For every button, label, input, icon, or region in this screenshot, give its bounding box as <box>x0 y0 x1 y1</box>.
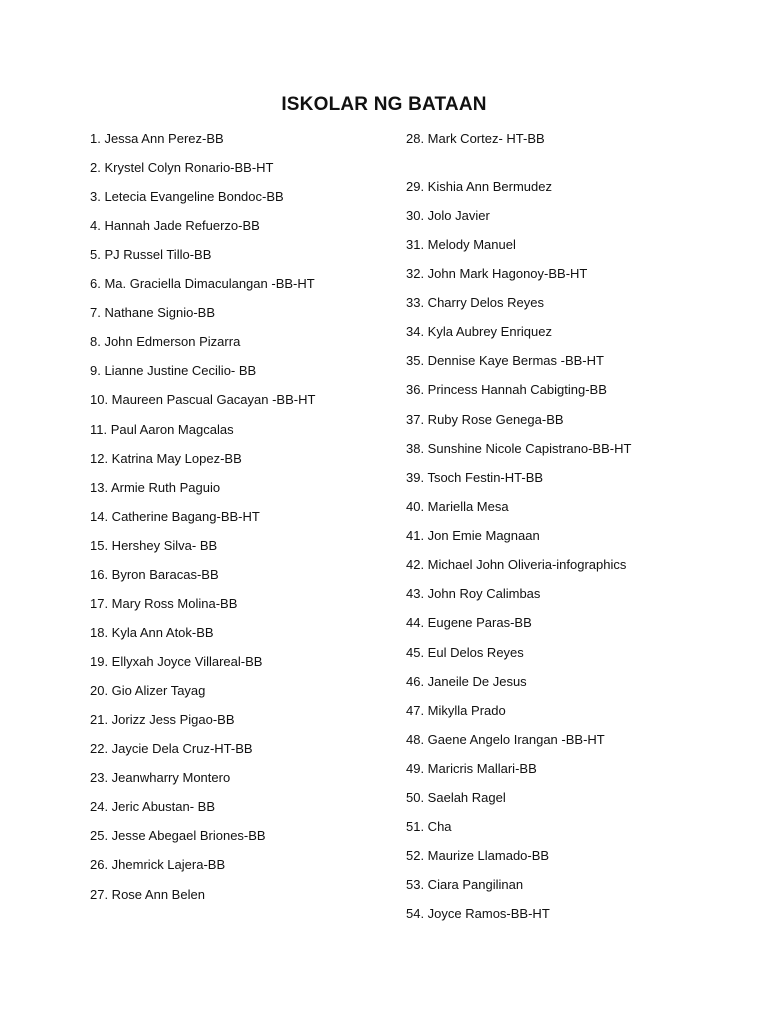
list-item: 9. Lianne Justine Cecilio- BB <box>90 363 257 378</box>
list-item: 45. Eul Delos Reyes <box>406 645 524 660</box>
list-item: 40. Mariella Mesa <box>406 499 509 514</box>
list-item: 11. Paul Aaron Magcalas <box>90 422 234 437</box>
list-item: 32. John Mark Hagonoy-BB-HT <box>406 266 588 281</box>
list-item: 3. Letecia Evangeline Bondoc-BB <box>90 189 284 204</box>
list-item: 52. Maurize Llamado-BB <box>406 848 550 863</box>
list-item: 1. Jessa Ann Perez-BB <box>90 131 224 146</box>
list-item: 16. Byron Baracas-BB <box>90 567 219 582</box>
list-item: 23. Jeanwharry Montero <box>90 770 231 785</box>
list-item: 17. Mary Ross Molina-BB <box>90 596 238 611</box>
list-item: 35. Dennise Kaye Bermas -BB-HT <box>406 353 604 368</box>
list-item: 24. Jeric Abustan- BB <box>90 799 216 814</box>
list-item: 6. Ma. Graciella Dimaculangan -BB-HT <box>90 276 315 291</box>
list-item: 12. Katrina May Lopez-BB <box>90 451 242 466</box>
list-item: 36. Princess Hannah Cabigting-BB <box>406 382 607 397</box>
list-item: 49. Maricris Mallari-BB <box>406 761 537 776</box>
list-item: 20. Gio Alizer Tayag <box>90 683 206 698</box>
list-item: 46. Janeile De Jesus <box>406 674 527 689</box>
list-item: 22. Jaycie Dela Cruz-HT-BB <box>90 741 253 756</box>
list-item: 42. Michael John Oliveria-infographics <box>406 557 627 572</box>
list-item: 53. Ciara Pangilinan <box>406 877 524 892</box>
list-item: 2. Krystel Colyn Ronario-BB-HT <box>90 160 274 175</box>
list-item: 19. Ellyxah Joyce Villareal-BB <box>90 654 263 669</box>
list-item: 51. Cha <box>406 819 452 834</box>
list-item: 26. Jhemrick Lajera-BB <box>90 857 226 872</box>
list-item: 39. Tsoch Festin-HT-BB <box>406 470 544 485</box>
list-item: 25. Jesse Abegael Briones-BB <box>90 828 266 843</box>
list-item: 5. PJ Russel Tillo-BB <box>90 247 212 262</box>
list-item: 15. Hershey Silva- BB <box>90 538 218 553</box>
list-item: 7. Nathane Signio-BB <box>90 305 216 320</box>
list-item: 31. Melody Manuel <box>406 237 516 252</box>
list-item: 29. Kishia Ann Bermudez <box>406 179 552 194</box>
list-item: 21. Jorizz Jess Pigao-BB <box>90 712 235 727</box>
list-item: 50. Saelah Ragel <box>406 790 506 805</box>
list-item: 41. Jon Emie Magnaan <box>406 528 540 543</box>
list-item: 38. Sunshine Nicole Capistrano-BB-HT <box>406 441 632 456</box>
list-item: 44. Eugene Paras-BB <box>406 615 532 630</box>
list-item: 27. Rose Ann Belen <box>90 887 205 902</box>
list-item: 14. Catherine Bagang-BB-HT <box>90 509 260 524</box>
list-item: 54. Joyce Ramos-BB-HT <box>406 906 550 921</box>
list-item: 4. Hannah Jade Refuerzo-BB <box>90 218 260 233</box>
list-item: 10. Maureen Pascual Gacayan -BB-HT <box>90 392 316 407</box>
list-item: 18. Kyla Ann Atok-BB <box>90 625 214 640</box>
list-item: 37. Ruby Rose Genega-BB <box>406 412 564 427</box>
list-item: 13. Armie Ruth Paguio <box>90 480 221 495</box>
list-item: 34. Kyla Aubrey Enriquez <box>406 324 552 339</box>
list-item: 30. Jolo Javier <box>406 208 490 223</box>
list-item: 8. John Edmerson Pizarra <box>90 334 241 349</box>
list-item: 48. Gaene Angelo Irangan -BB-HT <box>406 732 605 747</box>
list-item: 33. Charry Delos Reyes <box>406 295 544 310</box>
list-item: 47. Mikylla Prado <box>406 703 506 718</box>
list-item: 28. Mark Cortez- HT-BB <box>406 131 545 146</box>
page-title: ISKOLAR NG BATAAN <box>281 94 487 115</box>
list-item: 43. John Roy Calimbas <box>406 586 541 601</box>
